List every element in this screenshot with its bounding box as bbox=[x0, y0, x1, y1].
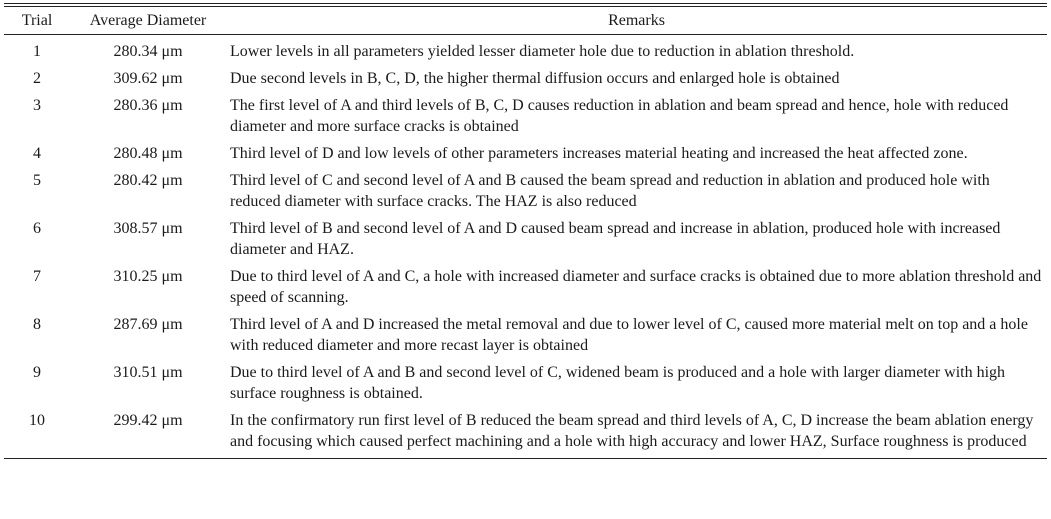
cell-diameter: 280.34 μm bbox=[113, 43, 183, 60]
table-row bbox=[4, 68, 1047, 89]
cell-trial: 2 bbox=[33, 70, 41, 87]
table-body bbox=[4, 35, 1047, 452]
table-row bbox=[4, 362, 1047, 404]
cell-trial: 1 bbox=[33, 43, 41, 60]
cell-trial: 3 bbox=[33, 97, 41, 114]
table-row bbox=[4, 95, 1047, 137]
table-row bbox=[4, 170, 1047, 212]
header-trial: Trial bbox=[21, 11, 53, 29]
cell-diameter: 309.62 μm bbox=[113, 70, 183, 87]
cell-diameter: 299.42 μm bbox=[113, 412, 183, 429]
cell-remarks: Due to third level of A and C, a hole with increased diameter and surface cracks is obtained due to more ablation threshold and speed of scanning. bbox=[230, 268, 1042, 306]
cell-trial: 10 bbox=[29, 412, 45, 429]
cell-remarks: Third level of D and low levels of other parameters increases material heating and increased the heat affected zone. bbox=[230, 145, 968, 162]
header-average-diameter: Average Diameter bbox=[89, 11, 207, 29]
cell-remarks: Third level of B and second level of A and D caused beam spread and increase in ablation, produced hole with increased diameter and HAZ. bbox=[230, 220, 1001, 258]
cell-remarks: Due to third level of A and B and second level of C, widened beam is produced and a hole with larger diameter with high surface roughness is obtained. bbox=[230, 364, 1006, 402]
cell-diameter: 280.42 μm bbox=[113, 172, 183, 189]
table-row bbox=[4, 266, 1047, 308]
table-row bbox=[4, 41, 1047, 62]
cell-trial: 7 bbox=[33, 268, 41, 285]
cell-trial: 8 bbox=[33, 316, 41, 333]
results-table bbox=[4, 0, 1047, 459]
table-row bbox=[4, 410, 1047, 452]
cell-trial: 5 bbox=[33, 172, 41, 189]
cell-remarks: Due second levels in B, C, D, the higher thermal diffusion occurs and enlarged hole is obtained bbox=[230, 70, 840, 87]
cell-diameter: 308.57 μm bbox=[113, 220, 183, 237]
cell-trial: 9 bbox=[33, 364, 41, 381]
table-top-rule bbox=[4, 3, 1047, 4]
cell-remarks: The first level of A and third levels of B, C, D causes reduction in ablation and beam spread and hence, hole with reduced diameter and more surface cracks is obtained bbox=[230, 97, 1009, 135]
table-bottom-rule bbox=[4, 458, 1047, 459]
cell-trial: 4 bbox=[33, 145, 41, 162]
cell-remarks: Third level of A and D increased the metal removal and due to lower level of C, caused more material melt on top and a hole with reduced diameter and more recast layer is obtained bbox=[230, 316, 1028, 354]
table-row bbox=[4, 143, 1047, 164]
cell-diameter: 280.36 μm bbox=[113, 97, 183, 114]
cell-diameter: 287.69 μm bbox=[113, 316, 183, 333]
cell-trial: 6 bbox=[33, 220, 41, 237]
table-header bbox=[4, 7, 1047, 35]
table-row bbox=[4, 314, 1047, 356]
header-remarks: Remarks bbox=[608, 11, 665, 29]
cell-diameter: 310.25 μm bbox=[113, 268, 183, 285]
table-row bbox=[4, 218, 1047, 260]
cell-remarks: Third level of C and second level of A and B caused the beam spread and reduction in ablation and produced hole with reduced diameter with surface cracks. The HAZ is also reduced bbox=[230, 172, 990, 210]
cell-remarks: In the confirmatory run first level of B reduced the beam spread and third levels of A, C, D increase the beam ablation energy and focusing which caused perfect machining and a hole with high accuracy and lower HAZ, Surface roughness is produced bbox=[230, 412, 1034, 450]
cell-remarks: Lower levels in all parameters yielded lesser diameter hole due to reduction in ablation threshold. bbox=[230, 43, 855, 60]
cell-diameter: 310.51 μm bbox=[113, 364, 183, 381]
cell-diameter: 280.48 μm bbox=[113, 145, 183, 162]
